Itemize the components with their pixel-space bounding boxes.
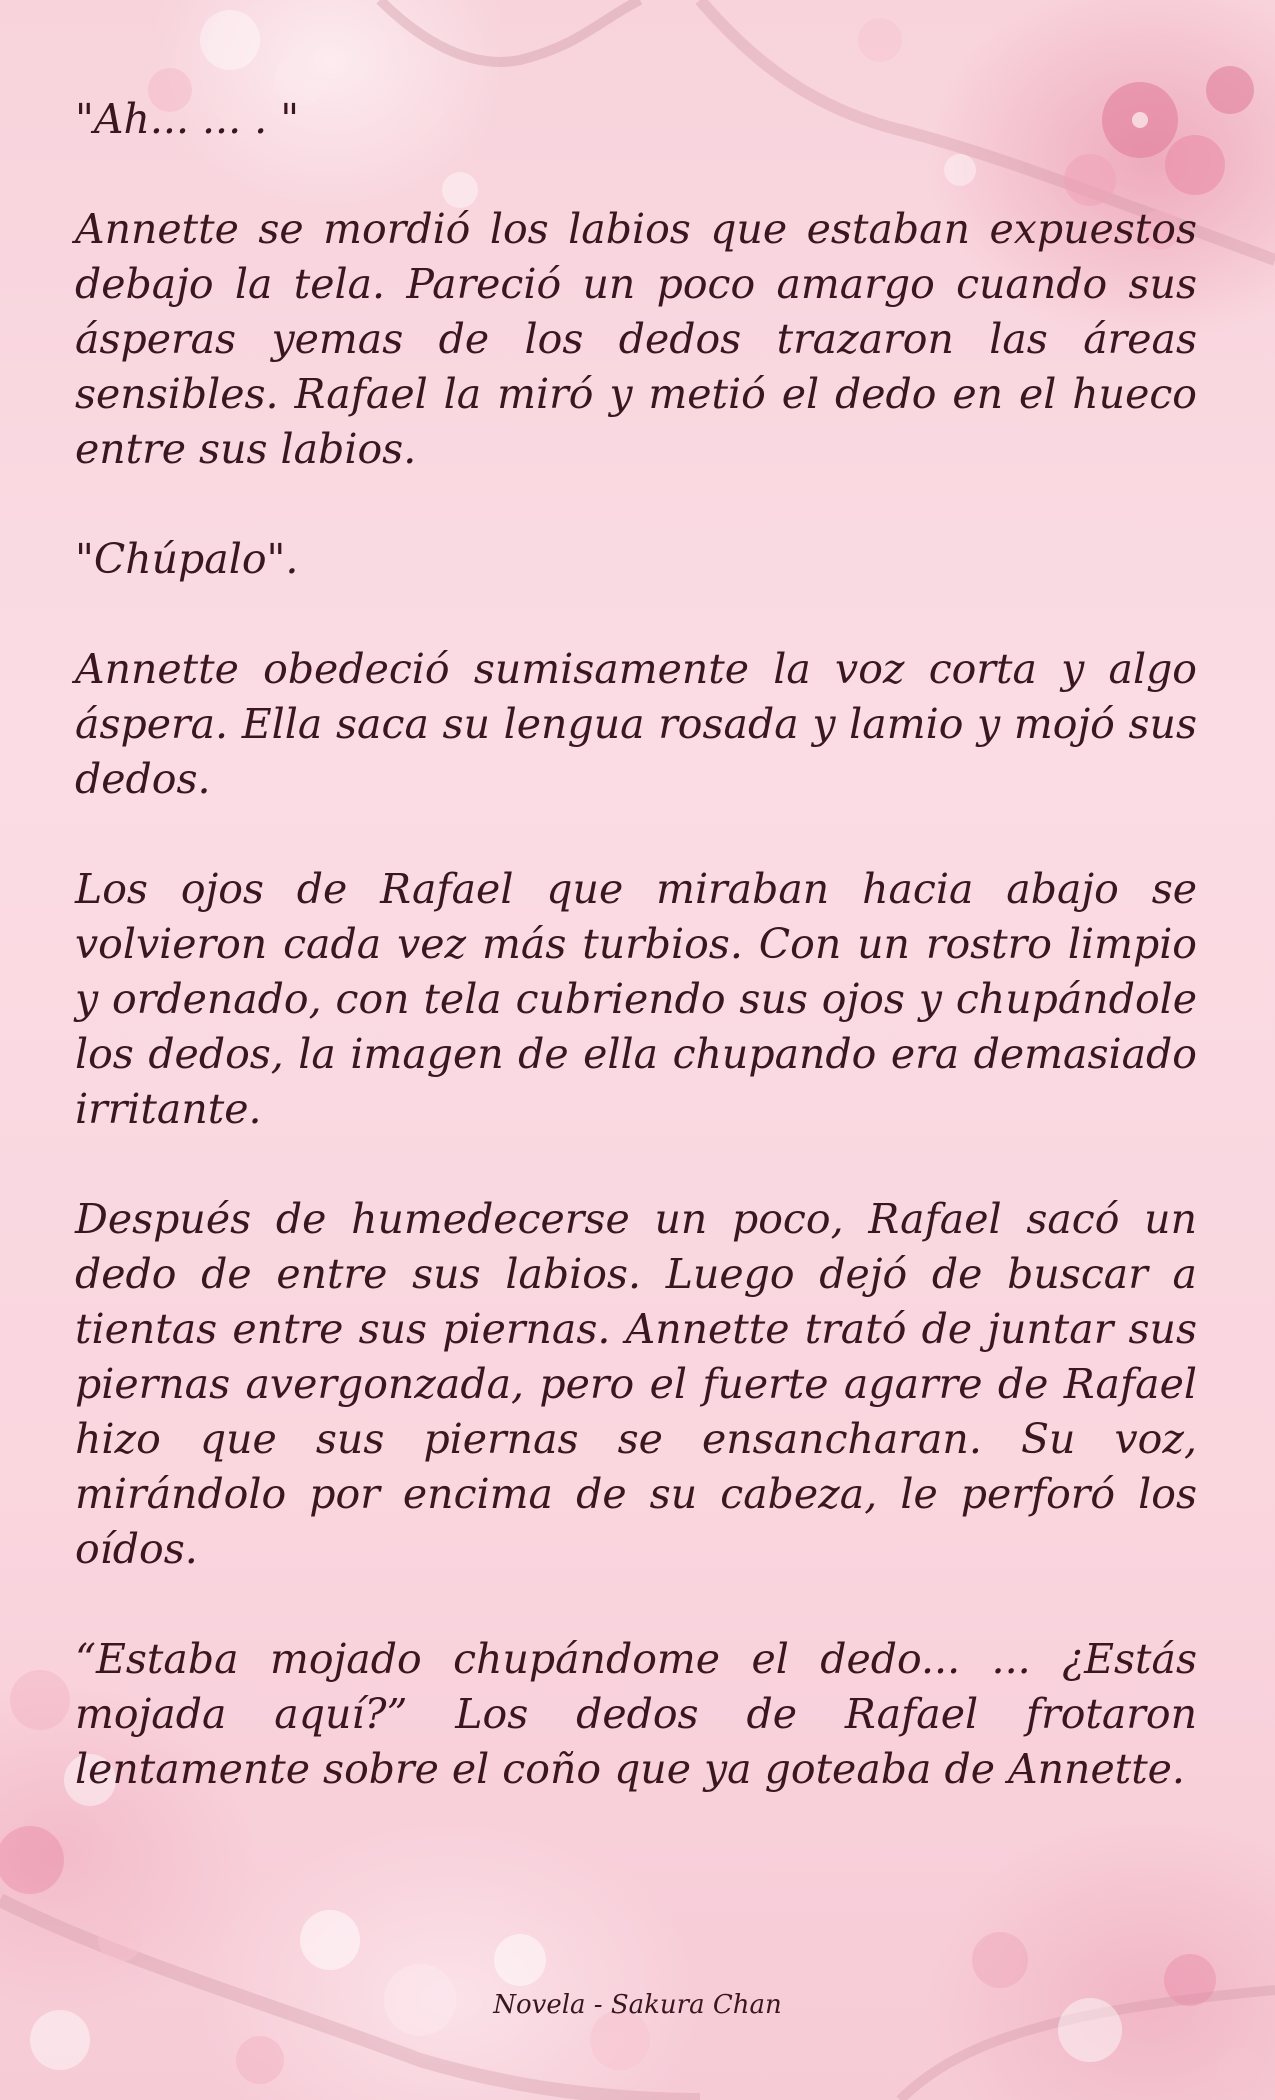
paragraph-2: Annette se mordió los labios que estaban expuestos debajo la tela. Pareció un poco amargo cuando sus ásperas yemas de los dedos trazaron las áreas sensibles. Rafael la miró y metió el dedo en el hueco entre sus labios. — [75, 205, 1197, 473]
branch-top — [380, 0, 640, 62]
footer-credit: Novela - Sakura Chan — [493, 1990, 782, 2020]
novel-text — [75, 92, 1197, 1852]
paragraph-4: Annette obedeció sumisamente la voz corta y algo áspera. Ella saca su lengua rosada y lamio y mojó sus dedos. — [75, 645, 1197, 803]
paragraph-1: "Ah... ... . " — [75, 95, 300, 143]
paragraph-3: "Chúpalo". — [75, 535, 299, 583]
paragraph-5: Los ojos de Rafael que miraban hacia abajo se volvieron cada vez más turbios. Con un rostro limpio y ordenado, con tela cubriendo sus ojos y chupándole los dedos, la imagen de ella chupando era demasiado irritante. — [75, 865, 1197, 1133]
paragraph-6: Después de humedecerse un poco, Rafael sacó un dedo de entre sus labios. Luego dejó de buscar a tientas entre sus piernas. Annette trató de juntar sus piernas avergonzada, pero el fuerte agarre de Rafael hizo que sus piernas se ensancharan. Su voz, mirándolo por encima de su cabeza, le perforó los oídos. — [75, 1195, 1197, 1573]
paragraph-7: “Estaba mojado chupándome el dedo... ... ¿Estás mojada aquí?” Los dedos de Rafael frotaron lentamente sobre el coño que ya goteaba de Annette. — [75, 1635, 1197, 1793]
